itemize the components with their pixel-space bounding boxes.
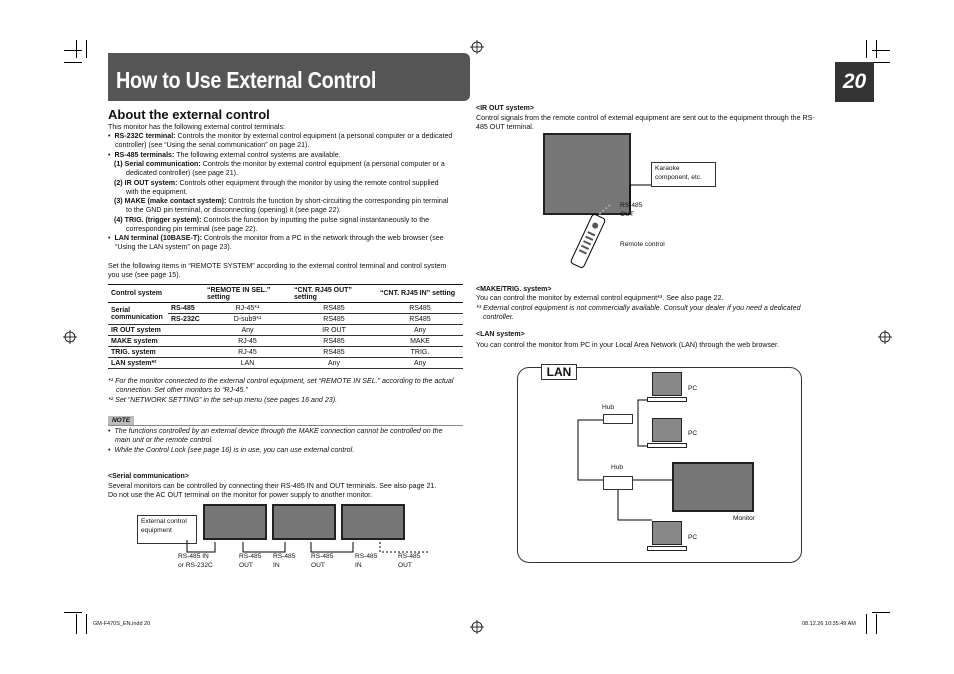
port-label: RS-485 IN or RS-232C [178, 553, 213, 569]
table-row [108, 347, 463, 358]
registration-mark-icon [470, 40, 484, 54]
table-header: “CNT. RJ45 IN” setting [377, 285, 463, 303]
table-row [108, 303, 463, 314]
table-header: “CNT. RJ45 OUT” setting [291, 285, 377, 303]
pc-2-base [647, 443, 687, 448]
crop-mark [866, 614, 867, 634]
serial-line: Do not use the AC OUT terminal on the monitor for power supply to another monitor. [108, 491, 373, 500]
make-heading: <MAKE/TRIG. system> [476, 286, 552, 293]
table-cell: RJ-45 [204, 336, 291, 347]
subitem-text: Controls the function by inputting the pulse signal instantaneously to the [201, 215, 430, 224]
crop-mark [876, 40, 877, 58]
note-text: The functions controlled by an external device through the MAKE connection cannot be controlled on the [114, 427, 443, 435]
bullet-text: Controls the monitor by external control equipment (a personal computer or a dedicated [175, 132, 453, 140]
table-cell: RS-232C [168, 314, 204, 325]
subitem-list [114, 160, 448, 234]
set-text [108, 262, 446, 281]
control-system-table [108, 284, 463, 369]
rs485-out-label: RS-485 OUT [620, 202, 643, 218]
serial-heading: <Serial communication> [108, 473, 189, 480]
port-label: RS-485 IN [273, 553, 296, 569]
lan-heading: <LAN system> [476, 331, 525, 338]
table-cell: TRIG. [377, 347, 463, 358]
hub-1 [603, 414, 633, 424]
crop-mark [64, 612, 82, 613]
crop-mark [872, 612, 890, 613]
note-text: main unit or the remote control. [115, 436, 214, 445]
table-cell: Any [377, 358, 463, 369]
registration-mark-icon [63, 330, 77, 344]
bullet-text: controller) (see “Using the serial communication” on page 21). [115, 141, 310, 150]
subitem-text: corresponding pin terminal (see page 22). [126, 225, 258, 234]
pc-1-screen [652, 372, 682, 396]
serial-text [108, 482, 436, 501]
monitor-2 [272, 504, 336, 540]
crop-mark [86, 614, 87, 634]
port-label: RS-485 OUT [398, 553, 421, 569]
table-cell: Any [377, 325, 463, 336]
ir-heading: <IR OUT system> [476, 105, 534, 112]
lan-monitor [672, 462, 754, 512]
bullet-label: LAN terminal (10BASE-T): [114, 234, 202, 242]
bullet-text: Controls the monitor from a PC in the network through the web browser (see [201, 234, 444, 242]
bullet-text: “Using the LAN system” on page 23). [115, 243, 232, 252]
monitor-1 [203, 504, 267, 540]
page-title: How to Use External Control [116, 67, 377, 93]
footer-left: GM-F470S_EN.indd 20 [93, 621, 151, 627]
crop-mark [872, 62, 890, 63]
crop-mark [64, 62, 82, 63]
monitor-3 [341, 504, 405, 540]
section-heading: About the external control [108, 107, 270, 122]
note-list: • The functions controlled by an external device through the MAKE connection cannot be controlled on the main unit or the remote control. • While the Control Lock (see page 16) is in use, you can use external control. [108, 427, 443, 454]
external-control-label: External control equipment [137, 515, 197, 544]
set-text-line: you use (see page 15). [108, 271, 181, 280]
table-cell: RS485 [291, 303, 377, 314]
hub-label: Hub [611, 464, 624, 471]
crop-mark [876, 614, 877, 634]
footer-right: 08.12.26 10:35:49 AM [802, 621, 856, 627]
footnote: connection. Set other monitors to “RJ-45.” [116, 386, 248, 395]
pc-1-base [647, 397, 687, 402]
port-label: RS-485 OUT [311, 553, 334, 569]
crop-mark [872, 50, 890, 51]
subitem-text: with the equipment. [126, 187, 188, 196]
subitem-text: Controls the function by short-circuiting the corresponding pin terminal [226, 197, 449, 206]
serial-cables [175, 540, 435, 555]
table-cell: TRIG. system [108, 347, 204, 358]
table-cell: RS485 [377, 314, 463, 325]
crop-mark [86, 40, 87, 58]
bullet-rs232c: • RS-232C terminal: Controls the monitor by external control equipment (a personal computer or a dedicated controller) (see “Using the serial communication” on page 21). • RS-485 terminals: The following external control systems are available. [108, 132, 453, 159]
crop-mark [866, 40, 867, 58]
table-cell: LAN [204, 358, 291, 369]
table-cell: Serial communication [108, 303, 168, 325]
crop-mark [64, 50, 82, 51]
port-label: RS-485 IN [355, 553, 378, 569]
crop-mark [76, 40, 77, 58]
table-cell: MAKE [377, 336, 463, 347]
ir-line: 485 OUT terminal. [476, 123, 534, 132]
table-cell: Any [204, 325, 291, 336]
monitor-label: Monitor [733, 515, 755, 522]
ir-line: Control signals from the remote control of external equipment are sent out to the equipment through the RS- [476, 114, 815, 122]
note-divider [108, 425, 463, 426]
table-cell: RS485 [291, 314, 377, 325]
subitem-label: (4) TRIG. (trigger system): [114, 215, 202, 224]
bullet-label: RS-485 terminals: [114, 150, 175, 159]
hub-2 [603, 476, 633, 490]
serial-line: Several monitors can be controlled by connecting their RS-485 IN and OUT terminals. See also page 21. [108, 482, 437, 490]
lan-badge: LAN [541, 364, 577, 380]
table-cell: IR OUT system [108, 325, 204, 336]
table-row [108, 336, 463, 347]
subitem-text: Controls other equipment through the monitor by using the remote control supplied [177, 178, 439, 187]
table-header: “REMOTE IN SEL.” setting [204, 285, 291, 303]
remote-control-icon [568, 212, 608, 270]
port-label: RS-485 OUT [239, 553, 262, 569]
table-cell: RS485 [291, 336, 377, 347]
table-cell: RS485 [291, 347, 377, 358]
crop-mark [76, 614, 77, 634]
lan-text: You can control the monitor from PC in your Local Area Network (LAN) through the web browser. [476, 341, 779, 349]
subitem-text: Controls the monitor by external control equipment (a personal computer or a [200, 160, 445, 168]
hub-label: Hub [602, 404, 615, 411]
subitem-label: (1) Serial communication: [114, 160, 201, 168]
pc-3-base [647, 546, 687, 551]
page-number: 20 [835, 62, 874, 102]
table-cell: RS485 [377, 303, 463, 314]
table-cell: LAN system*² [108, 358, 204, 369]
table-cell: D-sub9*¹ [204, 314, 291, 325]
set-text-line: Set the following items in “REMOTE SYSTEM” according to the external control terminal and control system [108, 262, 447, 270]
footnotes [108, 377, 453, 405]
pc-label: PC [688, 430, 698, 437]
intro-text: This monitor has the following external control terminals: [108, 123, 286, 131]
footnote: *² Set “NETWORK SETTING” in the set-up menu (see pages 16 and 23). [108, 395, 338, 404]
ir-text [476, 114, 815, 133]
subitem-text: dedicated controller) (see page 21). [126, 169, 238, 178]
make-text: You can control the monitor by external control equipment*³. See also page 22. [476, 294, 724, 302]
pc-2-screen [652, 418, 682, 442]
table-cell: Any [291, 358, 377, 369]
remote-control-label: Remote control [620, 241, 665, 248]
table-cell: MAKE system [108, 336, 204, 347]
bullet-label: RS-232C terminal: [114, 132, 176, 140]
bullet-lan: • LAN terminal (10BASE-T): Controls the monitor from a PC in the network through the web browser (see “Using the LAN system” on page 23). [108, 234, 444, 252]
subitem-text: to the GND pin terminal, or disconnecting (opening) it (see page 22). [126, 206, 341, 215]
table-cell: IR OUT [291, 325, 377, 336]
footnote: *¹ For the monitor connected to the external control equipment, set “REMOTE IN SEL.” according to the actual [108, 377, 454, 385]
table-header-row [108, 285, 463, 303]
note-text: While the Control Lock (see page 16) is in use, you can use external control. [114, 445, 355, 454]
pc-3-screen [652, 521, 682, 545]
table-row [108, 358, 463, 369]
table-header: Control system [108, 285, 204, 303]
bullet-text: The following external control systems are available. [174, 150, 341, 159]
registration-mark-icon [878, 330, 892, 344]
pc-label: PC [688, 385, 698, 392]
subitem-label: (3) MAKE (make contact system): [114, 197, 227, 206]
pc-label: PC [688, 534, 698, 541]
subitem-label: (2) IR OUT system: [114, 178, 178, 187]
table-cell: RS-485 [168, 303, 204, 314]
registration-mark-icon [470, 620, 484, 634]
make-note: *³ External control equipment is not commercially available. Consult your dealer if you need a dedicated controller. [476, 304, 801, 322]
table-row [108, 325, 463, 336]
note-badge: NOTE [108, 416, 134, 425]
table-cell: RJ-45 [204, 347, 291, 358]
table-cell: RJ-45*¹ [204, 303, 291, 314]
karaoke-label: Karaoke component, etc. [651, 162, 716, 187]
